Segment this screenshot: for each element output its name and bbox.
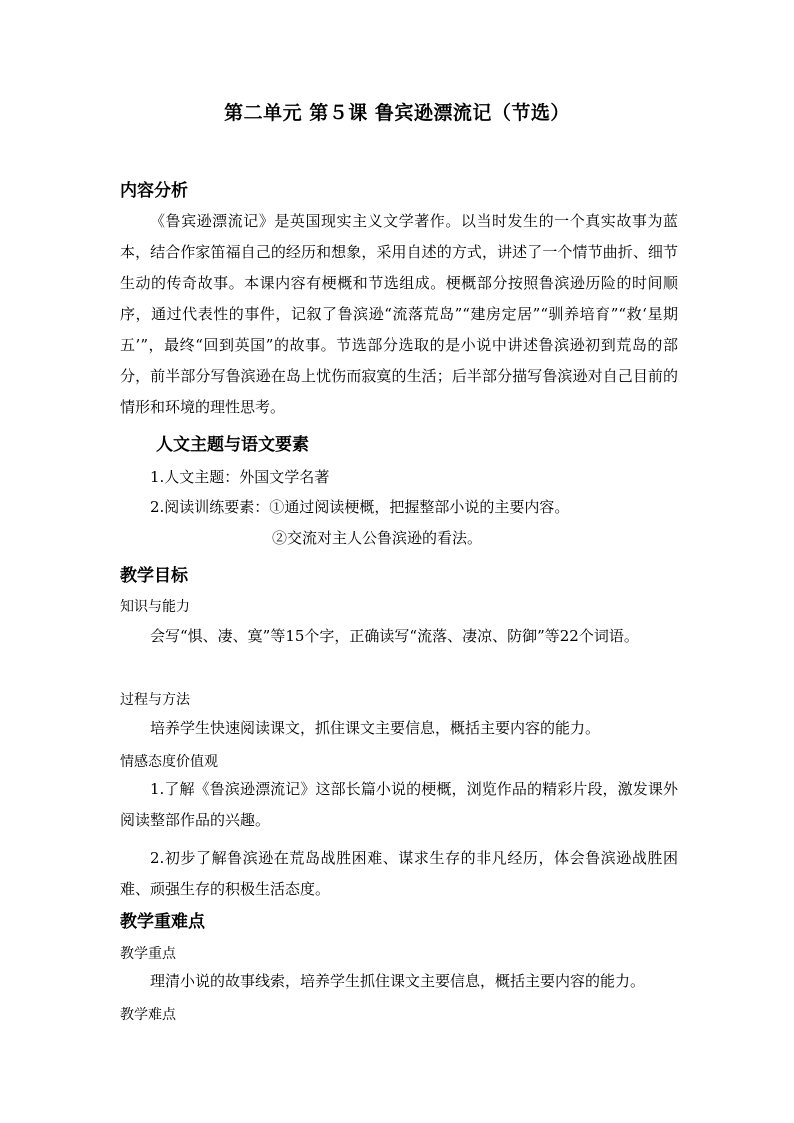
subheading-process: 过程与方法 [120, 692, 190, 708]
emotion-text-2: 2.初步了解鲁滨逊在荒岛战胜困难、谋求生存的非凡经历，体会鲁滨逊战胜困难、顽强生存的积极生活态度。 [120, 849, 678, 898]
heading-key-points: 教学重难点 [120, 912, 205, 932]
subheading-difficulty: 教学难点 [120, 1007, 176, 1023]
focus-text: 理清小说的故事线索，培养学生抓住课文主要信息，概括主要内容的能力。 [150, 972, 646, 990]
subheading-emotion: 情感态度价值观 [120, 754, 218, 770]
emotion-text-1: 1.了解《鲁滨逊漂流记》这部长篇小说的梗概，浏览作品的精彩片段，激发课外阅读整部作品的兴趣。 [120, 780, 678, 829]
page-title: 第二单元 第５课 鲁宾逊漂流记（节选） [224, 102, 570, 124]
heading-content-analysis: 内容分析 [120, 181, 188, 201]
theme-item-1: 1.人文主题：外国文学名著 [150, 468, 330, 486]
heading-teaching-goals: 教学目标 [120, 566, 188, 586]
subheading-knowledge: 知识与能力 [120, 599, 190, 615]
process-text: 培养学生快速阅读课文，抓住课文主要信息，概括主要内容的能力。 [150, 719, 601, 737]
knowledge-text: 会写“惧、凄、寞”等15个字，正确读写“流落、凄凉、防御”等22个词语。 [150, 627, 639, 645]
heading-theme: 人文主题与语文要素 [156, 435, 309, 455]
theme-item-2: 2.阅读训练要素：①通过阅读梗概，把握整部小说的主要内容。 [150, 498, 570, 516]
theme-item-3: ②交流对主人公鲁滨逊的看法。 [272, 529, 483, 547]
content-analysis-paragraph: 《鲁宾逊漂流记》是英国现实主义文学著作。以当时发生的一个真实故事为蓝本，结合作家笛福自己的经历和想象，采用自述的方式，讲述了一个情节曲折、细节生动的传奇故事。本课内容有梗概和节选组成。梗概部分按照鲁滨逊历险的时间顺序，通过代表性的事件，记叙了鲁滨逊“流落荒岛”“建房定居”“驯养培育”“救‘星期五’”，最终“回到英国”的故事。节选部分选取的是小说中讲述鲁滨逊初到荒岛的部分，前半部分写鲁滨逊在岛上忧伤而寂寞的生活；后半部分描写鲁滨逊对自己目前的情形和环境的理性思考。 [120, 212, 678, 416]
subheading-focus: 教学重点 [120, 946, 176, 962]
